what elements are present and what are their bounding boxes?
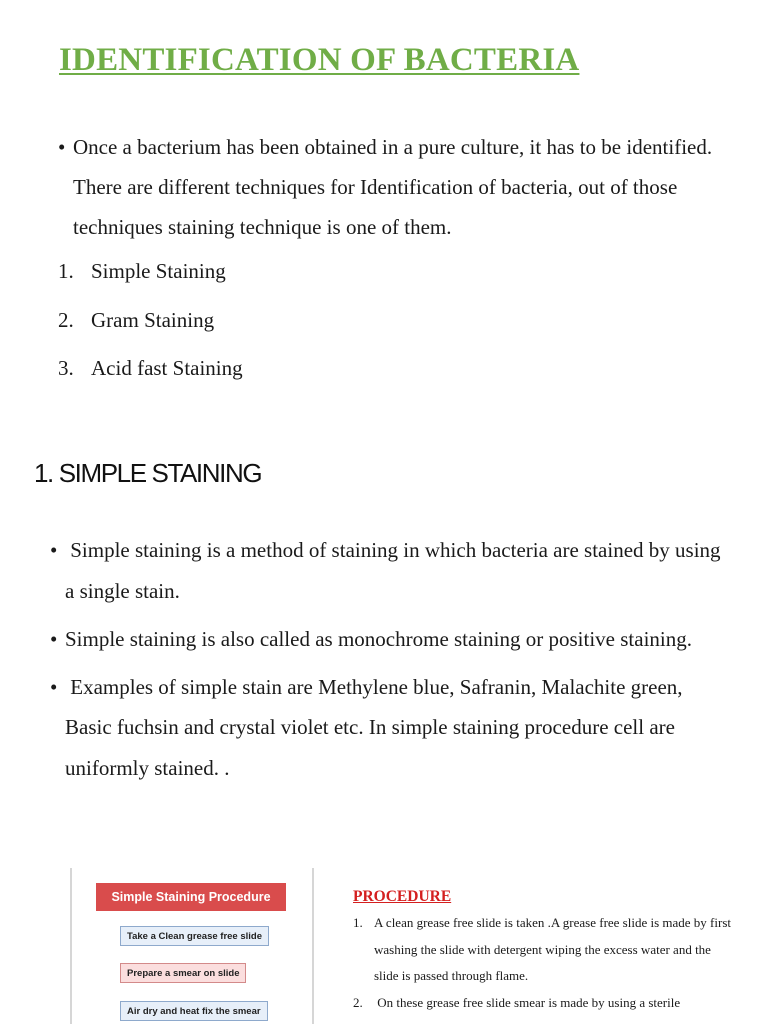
list-item [50, 619, 730, 660]
step-text: On these grease free slide smear is made by using a sterile [374, 994, 681, 1010]
procedure-title: PROCEDURE [353, 888, 452, 905]
list-item [353, 990, 733, 1017]
procedure-section [353, 888, 733, 1016]
section-heading: 1. SIMPLE STAINING [34, 458, 262, 488]
point-text: Simple staining is a method of staining in which bacteria are stained by using a single stain. [65, 538, 726, 603]
intro-paragraph [58, 127, 718, 247]
simple-staining-points [50, 530, 730, 796]
flowchart-step: Prepare a smear on slide [120, 963, 246, 983]
list-label: Acid fast Staining [91, 356, 243, 380]
list-label: Simple Staining [91, 259, 226, 283]
step-number: 1. [353, 915, 363, 930]
flowchart-step: Take a Clean grease free slide [120, 926, 269, 946]
list-item [58, 350, 243, 399]
list-item [50, 530, 730, 611]
flowchart-title: Simple Staining Procedure [96, 883, 286, 911]
bullet: • [50, 674, 58, 699]
technique-list [58, 253, 243, 399]
bullet: • [50, 538, 58, 562]
point-text: Simple staining is also called as monochrome staining or positive staining. [65, 626, 692, 651]
list-item [353, 910, 733, 990]
bullet: • [58, 135, 66, 159]
procedure-flowchart [70, 868, 314, 1024]
procedure-steps [353, 910, 733, 1016]
intro-text: Once a bacterium has been obtained in a pure culture, it has to be identified. There are different techniques for Identification of bacteria, out of those techniques staining technique is one of them. [73, 135, 713, 239]
step-text: A clean grease free slide is taken .A grease free slide is made by first washing the slide with detergent wiping the excess water and the slide is passed through flame. [374, 915, 731, 983]
step-number: 2. [353, 994, 363, 1010]
list-number: 1. [58, 259, 74, 283]
list-label: Gram Staining [91, 307, 215, 332]
list-number: 2. [58, 307, 74, 332]
flowchart-step: Air dry and heat fix the smear [120, 1001, 268, 1021]
bullet: • [50, 626, 58, 651]
list-item [58, 253, 243, 302]
page-title: IDENTIFICATION OF BACTERIA [59, 42, 580, 78]
list-item [50, 667, 730, 789]
list-item [58, 302, 243, 351]
list-number: 3. [58, 356, 74, 380]
point-text: Examples of simple stain are Methylene blue, Safranin, Malachite green, Basic fuchsin and crystal violet etc. In simple staining procedure cell are uniformly stained. . [65, 674, 688, 780]
